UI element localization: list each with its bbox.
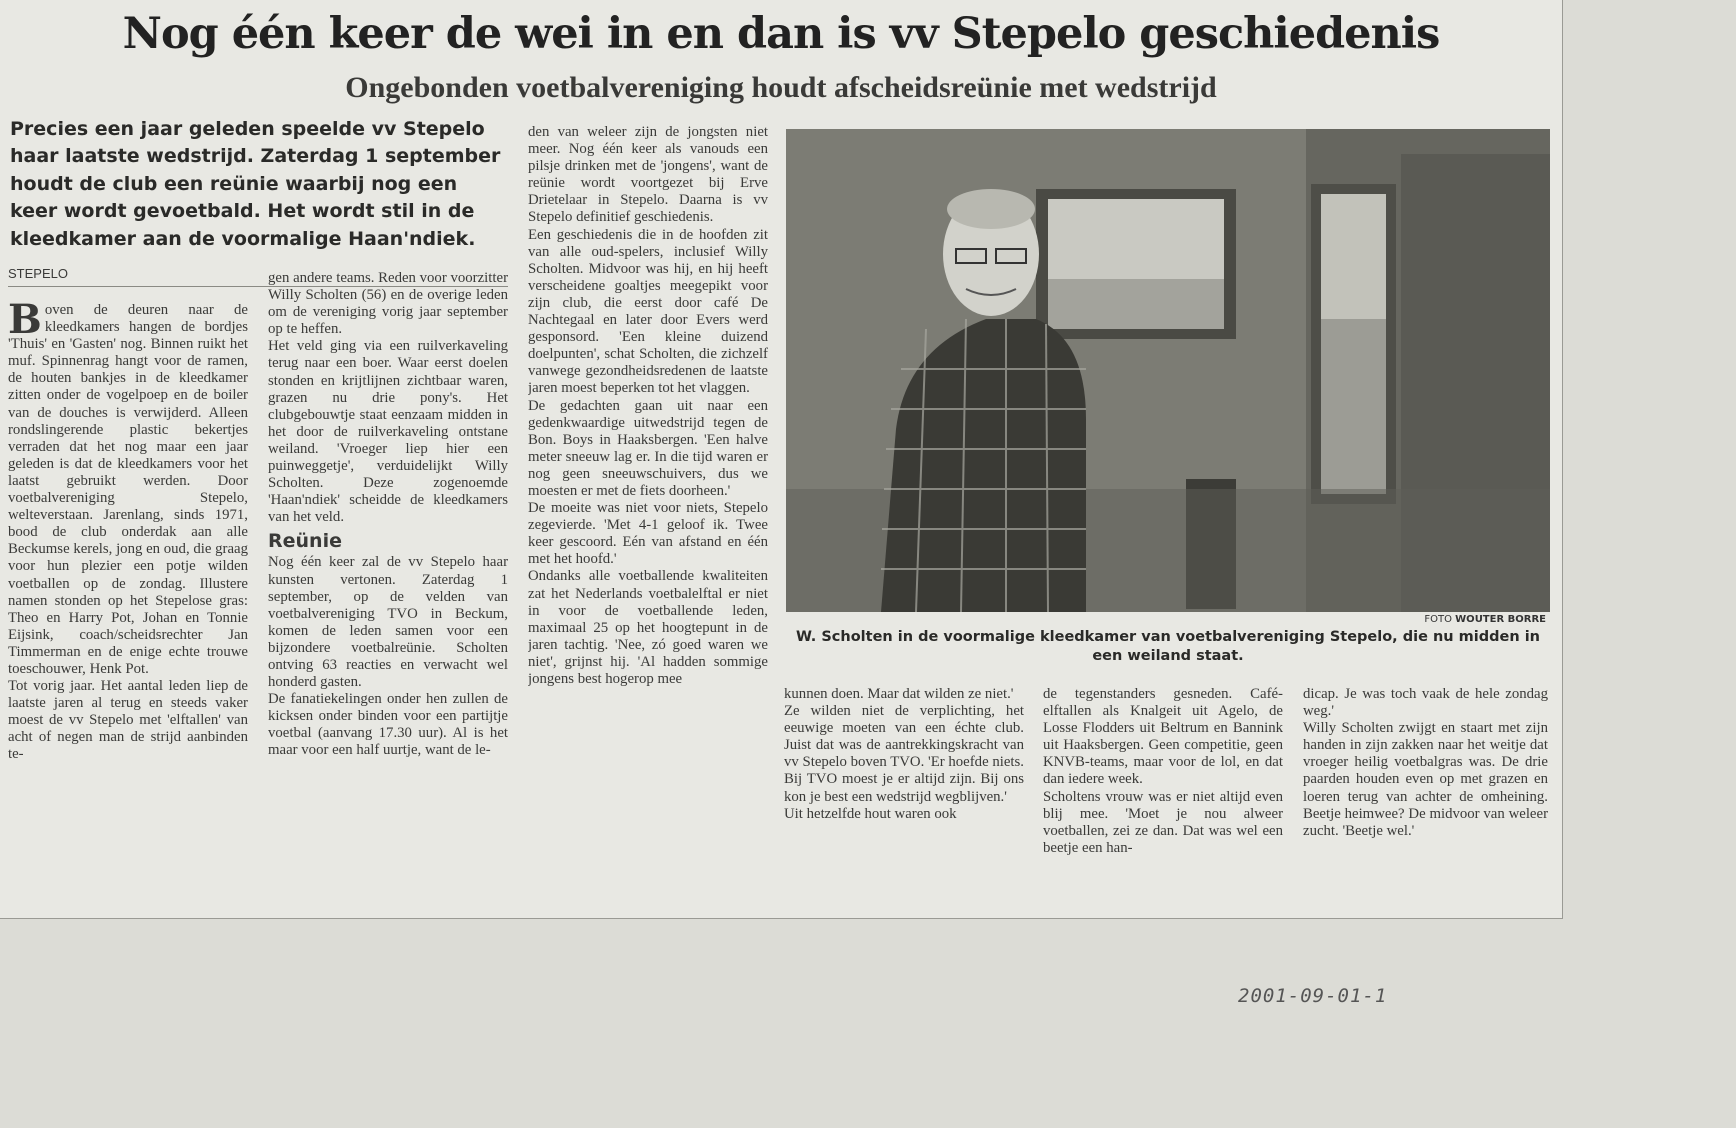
article-column-4 — [784, 686, 1024, 880]
article-column-5 — [1043, 686, 1283, 880]
drop-cap: B — [8, 302, 42, 343]
article-paragraph: Willy Scholten zwijgt en staart met zijn handen in zijn zakken naar het weitje dat vroeger heilig voetbalgras was. De drie paarden houden even op met grazen en loeren terug van achter de omheining. Beetje heimwee? De midvoor van weleer zucht. 'Beetje wel.' — [1303, 720, 1548, 839]
photo-caption: W. Scholten in de voormalige kleedkamer van voetbalvereniging Stepelo, die nu midden in een weiland staat. — [795, 629, 1540, 664]
article-paragraph: Tot vorig jaar. Het aantal leden liep de laatste jaren al terug en steeds vaker moest de vv Stepelo met 'elftallen' van acht of negen man de strijd aanbinden te- — [8, 678, 248, 763]
section-subtitle: Reünie — [268, 530, 342, 553]
article-paragraph — [8, 302, 248, 678]
article-paragraph: Het veld ging via een ruilverkaveling terug naar een boer. Waar eerst doelen stonden en krijtlijnen zichtbaar waren, grazen nu drie pony's. Het clubgebouwtje staat eenzaam midden in het door de ruilverkaveling ontstane weiland. 'Vroeger liep hier een puinweggetje', verduidelijkt Willy Scholten. Deze zogenoemde 'Haan'ndiek' scheidde de kleedkamers van het veld. — [268, 338, 508, 526]
dateline: STEPELO — [8, 266, 68, 281]
article-paragraph: gen andere teams. Reden voor voorzitter Willy Scholten (56) en de overige leden om de vereniging vorig jaar september op te heffen. — [268, 270, 508, 338]
photo-credit-name: WOUTER BORRE — [1455, 614, 1546, 625]
article-paragraph: den van weleer zijn de jongsten niet meer. Nog één keer als vanouds een pilsje drinken met de 'jongens', want de reünie wordt voortgezet bij Erve Drietelaar in Stepelo. Daarna is vv Stepelo definitief geschiedenis. — [528, 124, 768, 226]
article-column-3 — [528, 124, 768, 876]
handwritten-archive-note: 2001-09-01-1 — [1238, 985, 1388, 1007]
article-paragraph: kunnen doen. Maar dat wilden ze niet.' — [784, 686, 1014, 702]
article-paragraph: Uit hetzelfde hout waren ook — [784, 805, 957, 822]
article-paragraph: dicap. Je was toch vaak de hele zondag weg.' — [1303, 686, 1548, 720]
headline: Nog één keer de wei in en dan is vv Stepelo geschiedenis — [122, 9, 1440, 59]
article-column-1 — [8, 302, 248, 876]
article-paragraph: Scholtens vrouw was er niet altijd even blij mee. 'Moet je nou alweer voetballen, zei ze dan. Dat was wel een beetje een han- — [1043, 788, 1283, 856]
article-column-6 — [1303, 686, 1548, 880]
article-paragraph: Ondanks alle voetballende kwaliteiten zat het Nederlands voetbalelftal er niet in voor de voetballende leden, maximaal 25 op het hoogtepunt in de jaren tachtig. 'Nee, zó goed waren we niet', grijnst hij. 'Al hadden sommige jongens best hogerop mee — [528, 568, 768, 687]
article-paragraph: de tegenstanders gesneden. Café-elftallen als Knalgeit uit Agelo, de Losse Flodders uit Beltrum en Bannink uit Haaksbergen. Geen competitie, geen KNVB-teams, maar voor de lol, en dat dan iedere week. — [1043, 686, 1283, 788]
article-photo — [786, 129, 1550, 612]
article-paragraph: Nog één keer zal de vv Stepelo haar kunsten vertonen. Zaterdag 1 september, op de velden van voetbalvereniging TVO in Beckum, komen de leden samen voor een bijzondere voetbalreünie. Scholten ontving 63 reacties en verwacht wel honderd gasten. — [268, 554, 508, 691]
article-paragraph: De moeite was niet voor niets, Stepelo zegevierde. 'Met 4-1 geloof ik. Twee keer gescoord. Eén van afstand en één met het hoofd.' — [528, 500, 768, 568]
article-paragraph: Een geschiedenis die in de hoofden zit van alle oud-spelers, inclusief Willy Scholten. Midvoor was hij, en hij heeft verscheidene goaltjes meegepikt voor zijn club, die eerst door café De Nachtegaal en later door Evers werd gesponsord. 'Een kleine duizend doelpunten', schat Scholten, die zichzelf vanwege gezondheidsredenen de laatste jaren moest beperken tot het vlaggen. — [528, 226, 768, 397]
article-paragraph: De gedachten gaan uit naar een gedenkwaardige uitwedstrijd tegen de Bon. Boys in Haaksbergen. 'Een halve meter sneeuw lag er. In die tijd waren er nog geen sneeuwschuivers, dus we moesten er met de fiets doorheen.' — [528, 397, 768, 499]
article-column-2 — [268, 270, 508, 876]
article-paragraph: Ze wilden niet de verplichting, het eeuwige moeten van een échte club. Juist dat was de aantrekkingskracht van vv Stepelo boven TVO. 'Er hoefde niets. Bij TVO moest je er altijd zijn. Bij ons kon je best een wedstrijd wegblijven.' — [784, 703, 1024, 805]
article-text: oven de deuren naar de kleedkamers hangen de bordjes 'Thuis' en 'Gasten' nog. Binnen ruikt het muf. Spinnenrag hangt voor de ramen, de houten bankjes in de kleedkamer zitten onder de vogelpoep en de boiler van de douches is verwijderd. Alleen rondslingerende plastic bekertjes verraden dat het nog maar een jaar geleden is dat de kleedkamers voor het laatst gebruikt werden. Door voetbalvereniging Stepelo, welteverstaan. Jarenlang, sinds 1971, bood de club onderdak aan alle Beckumse kerels, jong en oud, die graag voor hun plezier een potje wilden voetballen op de zondag. Illustere namen stonden op het Stepelose gras: Theo en Harry Pot, Johan en Tonnie Eijsink, coach/scheidsrechter Jan Timmerman en de enige echte trouwe toeschouwer, Henk Pot. — [8, 302, 248, 677]
photo-credit — [1410, 614, 1546, 625]
subheadline: Ongebonden voetbalvereniging houdt afscheidsreünie met wedstrijd — [345, 71, 1217, 104]
lead-paragraph: Precies een jaar geleden speelde vv Stepelo haar laatste wedstrijd. Zaterdag 1 september houdt de club een reünie waarbij nog een keer wordt gevoetbald. Het wordt stil in de kleedkamer aan de voormalige Haan'ndiek. — [10, 118, 501, 250]
photo-credit-prefix: FOTO — [1424, 614, 1452, 625]
photo-illustration — [786, 129, 1550, 612]
article-paragraph: De fanatiekelingen onder hen zullen de kicksen onder binden voor een partijtje voetbal (aanvang 17.30 uur). Al is het maar voor een half uurtje, want de le- — [268, 691, 508, 759]
